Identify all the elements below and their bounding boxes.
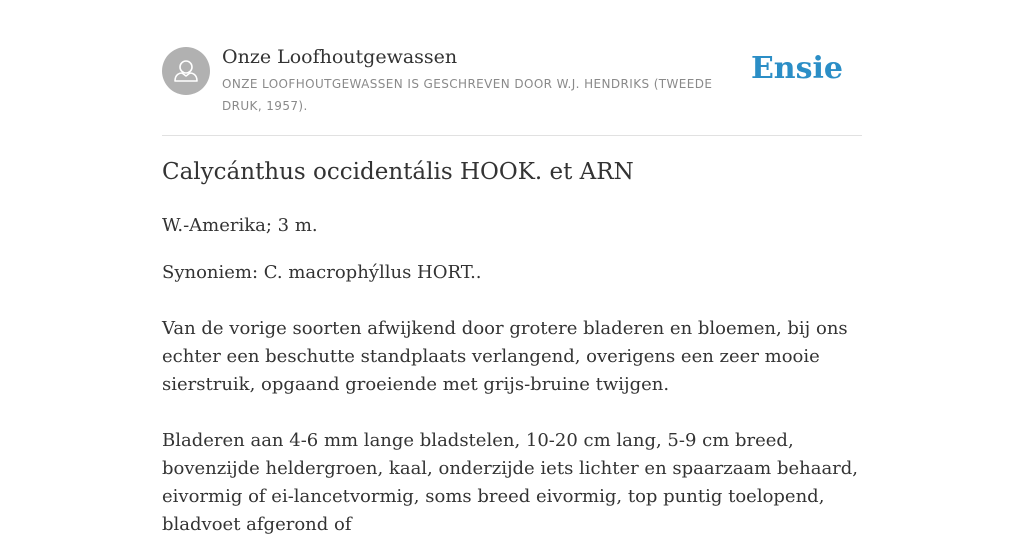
user-icon <box>162 47 210 95</box>
article-paragraph: W.-Amerika; 3 m. <box>162 215 318 236</box>
article-title: Calycánthus occidentális HOOK. et ARN <box>162 159 634 185</box>
book-description: ONZE LOOFHOUTGEWASSEN IS GESCHREVEN DOOR W.J. HENDRIKS (TWEEDE DRUK, 1957). <box>222 77 713 113</box>
ensie-logo[interactable]: Ensie <box>750 51 843 86</box>
article-paragraph: Bladeren aan 4-6 mm lange bladstelen, 10-20 cm lang, 5-9 cm breed, bovenzijde heldergroen, kaal, onderzijde iets lichter en spaarzaam behaard, eivormig of ei-lancetvormig, soms breed eivormig, top puntig toelopend, bladvoet afgerond of <box>162 430 859 535</box>
page <box>162 0 862 535</box>
avatar <box>162 47 210 95</box>
article-paragraph: Van de vorige soorten afwijkend door grotere bladeren en bloemen, bij ons echter een beschutte standplaats verlangend, overigens een zeer mooie sierstruik, opgaand groeiende met grijs-bruine twijgen. <box>162 318 848 395</box>
book-title[interactable]: Onze Loofhoutgewassen <box>222 46 458 68</box>
book-header <box>162 0 862 136</box>
article-paragraph: Synoniem: C. macrophýllus HORT.. <box>162 262 482 283</box>
